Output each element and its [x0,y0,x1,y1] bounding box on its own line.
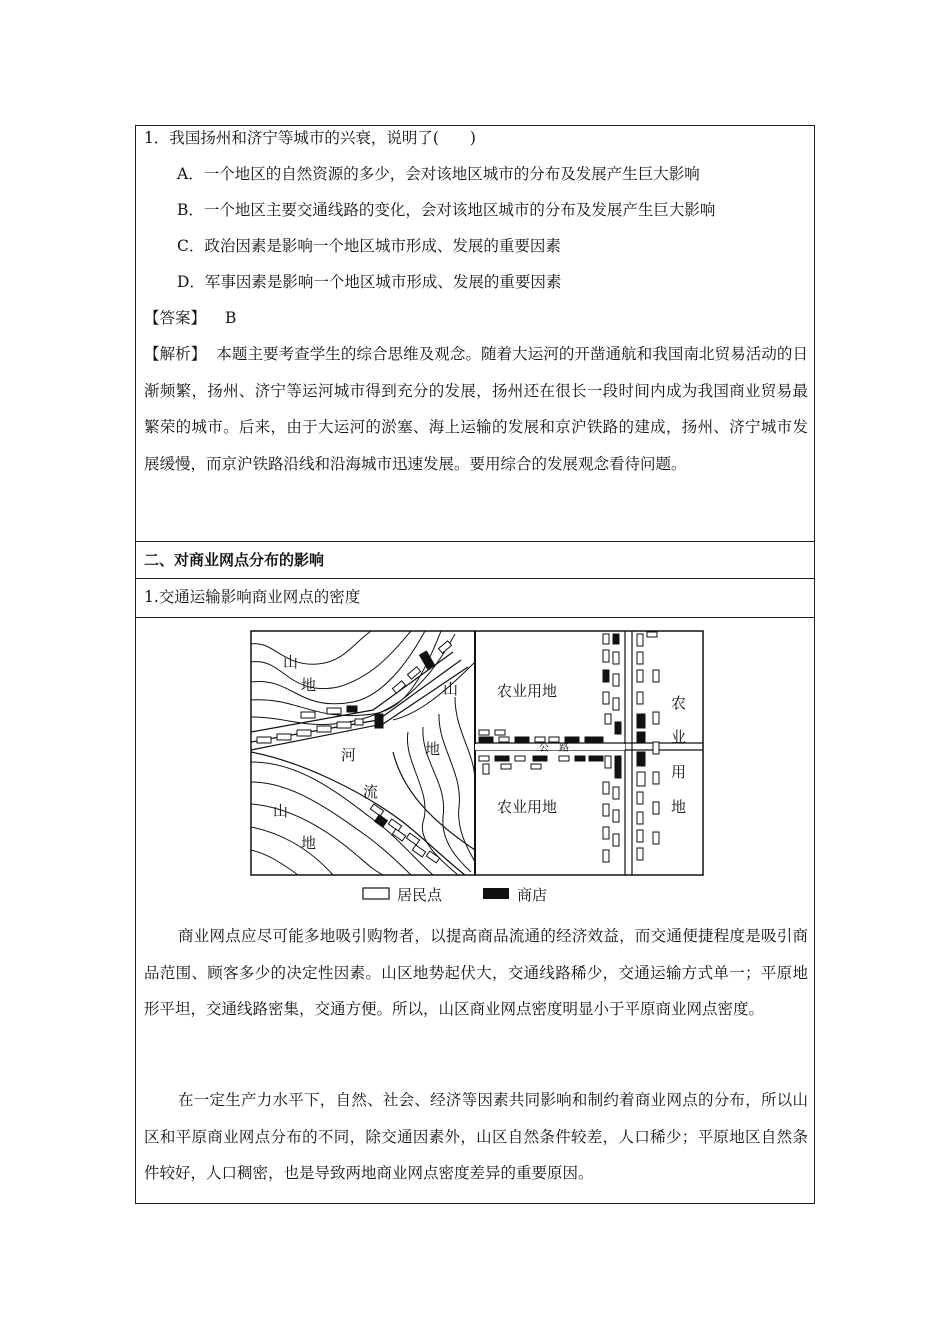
legend-shop-swatch [483,888,509,899]
label-yong: 用 [671,763,687,781]
analysis-label: 【解析】 [144,345,207,363]
map-legend [363,886,547,904]
question-stem: 1．我国扬州和济宁等城市的兴衰，说明了( ) [144,129,476,147]
answer-label: 【答案】 [144,309,207,327]
label-river-1: 河 [341,746,357,764]
label-land-2: 地 [425,740,441,758]
option-b: B．一个地区主要交通线路的变化，会对该地区城市的分布及发展产生巨大影响 [177,201,716,219]
label-farmland-1: 农业用地 [497,682,558,700]
paragraph-2: 在一定生产力水平下，自然、社会、经济等因素共同影响和制约着商业网点的分布，所以山区和平原商业网点分布的不同，除交通因素外，山区自然条件较差，人口稀少；平原地区自然条件较好，人口稠密，也是导致两地商业网点密度差异的重要原因。 [144,1091,808,1182]
label-land-1: 地 [301,676,317,694]
option-d: D．军事因素是影响一个地区城市形成、发展的重要因素 [177,273,562,291]
paragraph-1: 商业网点应尽可能多地吸引购物者，以提高商品流通的经济效益，而交通便捷程度是吸引商品范围、顾客多少的决定性因素。山区地势起伏大，交通线路稀少，交通运输方式单一；平原地形平坦，交通线路密集，交通方便。所以，山区商业网点密度明显小于平原商业网点密度。 [144,927,808,1018]
label-nong: 农 [671,694,687,712]
legend-residential-swatch [363,888,389,899]
label-land-3: 地 [301,834,317,852]
label-farmland-2: 农业用地 [497,798,558,816]
legend-shop-label: 商店 [517,886,548,904]
option-a: A．一个地区的自然资源的多少，会对该地区城市的分布及发展产生巨大影响 [177,165,700,183]
label-di: 地 [671,798,687,816]
label-ye: 业 [671,728,687,746]
analysis-text: 本题主要考查学生的综合思维及观念。随着大运河的开凿通航和我国南北贸易活动的日渐频繁，扬州、济宁等运河城市得到充分的发展，扬州还在很长一段时间内成为我国商业贸易最繁荣的城市。后来，由于大运河的淤塞、海上运输的发展和京沪铁路的建成，扬州、济宁城市发展缓慢，而京沪铁路沿线和沿海城市迅速发展。要用综合的发展观念看待问题。 [144,345,808,473]
label-road: 公 路 [539,743,569,754]
legend-residential-label: 居民点 [397,886,443,904]
section-title: 二、对商业网点分布的影响 [144,551,325,569]
label-mountain-1: 山 [283,653,299,671]
label-mountain-3: 山 [273,802,289,820]
analysis [144,336,808,482]
label-mountain-2: 山 [443,680,459,698]
subsection-title: 1.交通运输影响商业网点的密度 [144,588,361,606]
label-river-2: 流 [363,783,379,801]
plain-roads [475,631,703,875]
answer-value: B [224,309,237,327]
option-c: C．政治因素是影响一个地区城市形成、发展的重要因素 [177,237,561,255]
answer-line [144,308,236,328]
map-frame [251,631,703,875]
commercial-outlet-map [243,622,705,908]
